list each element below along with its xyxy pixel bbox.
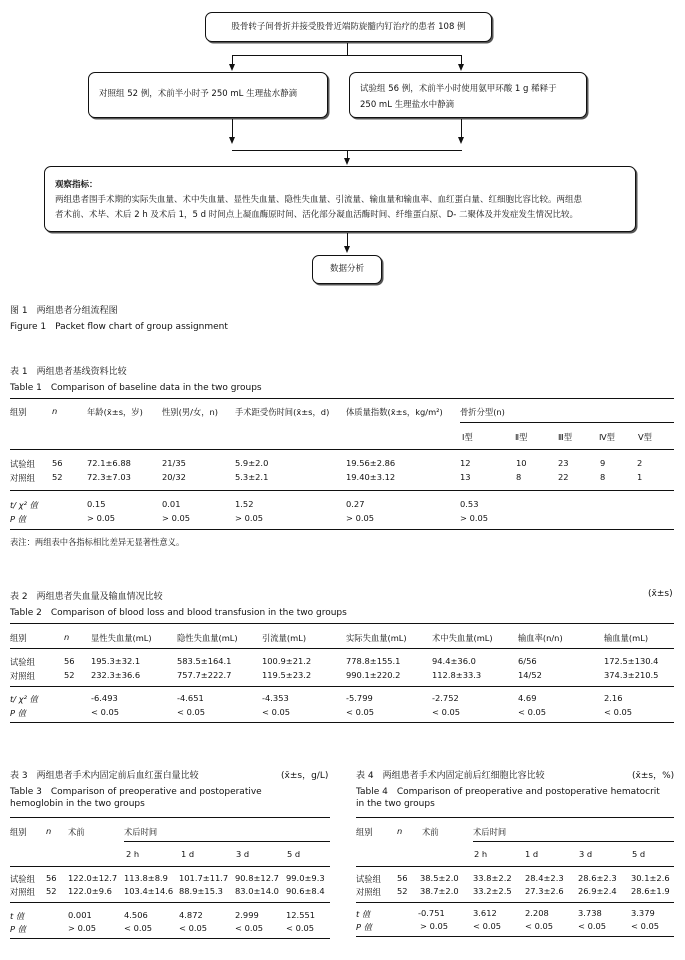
table4-sub-2h: 2 h xyxy=(474,849,488,859)
table2-r2-group: 对照组 xyxy=(10,671,35,681)
table4-bottom-rule xyxy=(356,936,674,937)
table1-header-fracture: 骨折分型(n) xyxy=(460,407,505,417)
flow-test-text-2: 250 mL 生理盐水中静滴 xyxy=(360,100,455,110)
table1-p-fracture: > 0.05 xyxy=(460,513,489,523)
table2-p-c5: < 0.05 xyxy=(432,707,461,717)
table2-stat-c2: -4.651 xyxy=(177,693,204,703)
table4-p-c5: < 0.05 xyxy=(631,921,660,931)
table2-header-rule xyxy=(10,648,674,649)
table1-r1-age: 72.1±6.88 xyxy=(87,458,131,468)
table2-r2-n: 52 xyxy=(64,670,75,680)
table1-stat-label: t/ χ² 值 xyxy=(10,500,38,510)
table3-sub-3d: 3 d xyxy=(236,849,250,859)
table3-sub-5d: 5 d xyxy=(287,849,301,859)
table3-caption-en-1: Table 3 Comparison of preoperative and postoperative xyxy=(10,787,262,797)
flow-top-box xyxy=(205,12,492,42)
table2-stat-c7: 2.16 xyxy=(604,693,623,703)
table4-sub-3d: 3 d xyxy=(579,849,593,859)
table2-r2-c1: 232.3±36.6 xyxy=(91,670,141,680)
table1-r1-t4: 9 xyxy=(600,458,606,468)
table2-unit: (x̄±s) xyxy=(648,589,673,599)
table1-r2-t4: 8 xyxy=(600,472,606,482)
table2-stat-c3: -4.353 xyxy=(262,693,289,703)
table3-sub-1d: 1 d xyxy=(181,849,195,859)
table3-r1-n: 56 xyxy=(46,873,57,883)
table3-stat-c5: 12.551 xyxy=(286,910,316,920)
table1-r2-t5: 1 xyxy=(637,472,643,482)
table1-sub-type2: Ⅱ型 xyxy=(515,432,528,442)
table3-header-rule xyxy=(10,866,330,867)
table1-header-age: 年龄(x̄±s，岁) xyxy=(87,407,143,417)
table3-header-n: n xyxy=(46,826,52,836)
table2-header-drain: 引流量(mL) xyxy=(262,633,307,643)
table4-caption-cn: 表 4 两组患者手术内固定前后红细胞比容比较 xyxy=(356,771,545,781)
flow-control-text: 对照组 52 例，术前半小时予 250 mL 生理盐水静滴 xyxy=(99,89,298,99)
table1-r1-t2: 10 xyxy=(516,458,527,468)
table3-p-label: P 值 xyxy=(10,924,26,934)
table3-r2-group: 对照组 xyxy=(10,887,35,897)
arrow-head xyxy=(458,64,464,71)
table1-r1-sex: 21/35 xyxy=(162,458,186,468)
table4-r2-n: 52 xyxy=(397,886,408,896)
table1-stat-sex: 0.01 xyxy=(162,499,181,509)
table3-sub-2h: 2 h xyxy=(126,849,140,859)
table3-r1-c4: 90.8±12.7 xyxy=(235,873,279,883)
table4-stat-rule xyxy=(356,902,674,903)
table4-r2-group: 对照组 xyxy=(356,887,381,897)
table2-header-group: 组别 xyxy=(10,633,27,643)
table1-r1-n: 56 xyxy=(52,458,63,468)
table3-r1-c2: 113.8±8.9 xyxy=(124,873,168,883)
table1-header-n: n xyxy=(52,406,58,416)
table4-stat-c3: 2.208 xyxy=(525,908,549,918)
table2-p-c3: < 0.05 xyxy=(262,707,291,717)
table1-header-group: 组别 xyxy=(10,407,27,417)
table4-r1-c3: 28.4±2.3 xyxy=(525,873,564,883)
flow-connector xyxy=(232,55,462,56)
table3-caption-cn: 表 3 两组患者手术内固定前后血红蛋白量比较 xyxy=(10,771,199,781)
table1-p-sex: > 0.05 xyxy=(162,513,191,523)
table2-caption-en: Table 2 Comparison of blood loss and blood transfusion in the two groups xyxy=(10,608,347,618)
table3-stat-rule xyxy=(10,902,330,903)
table1-top-rule xyxy=(10,398,674,399)
table4-stat-c5: 3.379 xyxy=(631,908,655,918)
table3-stat-c4: 2.999 xyxy=(235,910,259,920)
table3-p-c5: < 0.05 xyxy=(286,923,315,933)
table3-caption-en-2: hemoglobin in the two groups xyxy=(10,799,145,809)
table2-header-n: n xyxy=(64,632,70,642)
table2-stat-c5: -2.752 xyxy=(432,693,459,703)
table1-r2-age: 72.3±7.03 xyxy=(87,472,131,482)
table2-r2-c6: 14/52 xyxy=(518,670,542,680)
table4-sub-5d: 5 d xyxy=(632,849,646,859)
table1-sub-type4: Ⅳ型 xyxy=(599,432,615,442)
table1-stat-rule xyxy=(10,490,674,491)
table1-sub-type3: Ⅲ型 xyxy=(558,432,573,442)
table1-r1-time: 5.9±2.0 xyxy=(235,458,269,468)
table1-stat-time: 1.52 xyxy=(235,499,254,509)
table4-header-postop: 术后时间 xyxy=(473,827,507,837)
table2-top-rule xyxy=(10,623,674,624)
table4-stat-c2: 3.612 xyxy=(473,908,497,918)
table3-p-c3: < 0.05 xyxy=(179,923,208,933)
table2-r2-c5: 112.8±33.3 xyxy=(432,670,482,680)
table2-header-actual: 实际失血量(mL) xyxy=(346,633,407,643)
table3-r2-n: 52 xyxy=(46,886,57,896)
table2-r1-c4: 778.8±155.1 xyxy=(346,656,401,666)
flow-observation-line-2: 者术前、术毕、术后 2 h 及术后 1，5 d 时间点上凝血酶原时间、活化部分凝血活酶时间、纤维蛋白原、D- 二聚体及并发症发生情况比较。 xyxy=(55,210,579,220)
table4-unit: (x̄±s，%) xyxy=(632,771,675,781)
flow-observation-line-1: 两组患者围手术期的实际失血量、术中失血量、显性失血量、隐性失血量、引流量、输血量和输血率、血红蛋白量、红细胞比容比较。两组患 xyxy=(55,195,583,205)
table1-p-label: P 值 xyxy=(10,514,26,524)
table1-r2-n: 52 xyxy=(52,472,63,482)
table1-bottom-rule xyxy=(10,529,674,530)
table4-r2-c2: 33.2±2.5 xyxy=(473,886,512,896)
table1-stat-fracture: 0.53 xyxy=(460,499,479,509)
table3-header-preop: 术前 xyxy=(68,827,85,837)
table3-stat-c3: 4.872 xyxy=(179,910,203,920)
table1-p-age: > 0.05 xyxy=(87,513,116,523)
table1-r2-t3: 22 xyxy=(558,472,569,482)
flow-observation-box xyxy=(44,166,636,232)
table3-sub-rule xyxy=(124,841,330,842)
table4-header-n: n xyxy=(397,826,403,836)
table1-r2-bmi: 19.40±3.12 xyxy=(346,472,396,482)
table2-r2-c3: 119.5±23.2 xyxy=(262,670,312,680)
table3-r1-c5: 99.0±9.3 xyxy=(286,873,325,883)
table1-caption-cn: 表 1 两组患者基线资料比较 xyxy=(10,367,127,377)
figure1-caption-cn: 图 1 两组患者分组流程图 xyxy=(10,306,118,316)
table4-r2-c4: 26.9±2.4 xyxy=(578,886,617,896)
table4-header-preop: 术前 xyxy=(422,827,439,837)
table1-p-time: > 0.05 xyxy=(235,513,264,523)
arrow-head xyxy=(229,64,235,71)
flow-observation-title: 观察指标： xyxy=(55,180,98,190)
flow-control-box xyxy=(88,72,328,118)
table4-caption-en-2: in the two groups xyxy=(356,799,435,809)
table3-r1-c1: 122.0±12.7 xyxy=(68,873,118,883)
table1-header-sex: 性别(男/女，n) xyxy=(162,407,219,417)
flow-connector xyxy=(347,43,348,55)
table4-r1-c4: 28.6±2.3 xyxy=(578,873,617,883)
arrow-head xyxy=(344,158,350,165)
table1-stat-bmi: 0.27 xyxy=(346,499,365,509)
flow-connector xyxy=(461,119,462,138)
table2-bottom-rule xyxy=(10,722,674,723)
table1-r2-t1: 13 xyxy=(460,472,471,482)
table3-stat-label: t 值 xyxy=(10,911,25,921)
table1-r1-t5: 2 xyxy=(637,458,643,468)
table1-sub-type1: Ⅰ型 xyxy=(462,432,473,442)
table1-sub-rule xyxy=(460,422,674,423)
table4-stat-c1: -0.751 xyxy=(418,908,445,918)
table1-p-bmi: > 0.05 xyxy=(346,513,375,523)
table2-r1-group: 试验组 xyxy=(10,657,35,667)
table2-r2-c7: 374.3±210.5 xyxy=(604,670,659,680)
table2-p-c7: < 0.05 xyxy=(604,707,633,717)
table1-r2-t2: 8 xyxy=(516,472,522,482)
flow-analysis-box xyxy=(312,255,382,284)
table2-caption-cn: 表 2 两组患者失血量及输血情况比较 xyxy=(10,592,163,602)
table2-p-c1: < 0.05 xyxy=(91,707,120,717)
table1-caption-en: Table 1 Comparison of baseline data in the two groups xyxy=(10,383,262,393)
figure1-caption-en: Figure 1 Packet flow chart of group assignment xyxy=(10,322,228,332)
table3-r1-group: 试验组 xyxy=(10,874,35,884)
table2-stat-c1: -6.493 xyxy=(91,693,118,703)
table2-header-visible: 显性失血量(mL) xyxy=(91,633,152,643)
table4-p-c3: < 0.05 xyxy=(525,921,554,931)
table4-r1-c2: 33.8±2.2 xyxy=(473,873,512,883)
table2-r1-c1: 195.3±32.1 xyxy=(91,656,141,666)
table1-r1-t1: 12 xyxy=(460,458,471,468)
table2-stat-rule xyxy=(10,686,674,687)
flow-test-box xyxy=(349,72,587,118)
table1-r2-time: 5.3±2.1 xyxy=(235,472,269,482)
table4-r1-c5: 30.1±2.6 xyxy=(631,873,670,883)
table2-stat-c4: -5.799 xyxy=(346,693,373,703)
table2-stat-c6: 4.69 xyxy=(518,693,537,703)
table4-p-c4: < 0.05 xyxy=(578,921,607,931)
table4-r2-c1: 38.7±2.0 xyxy=(420,886,459,896)
table3-r2-c1: 122.0±9.6 xyxy=(68,886,112,896)
table4-r1-group: 试验组 xyxy=(356,874,381,884)
table4-r1-n: 56 xyxy=(397,873,408,883)
table2-header-volume: 输血量(mL) xyxy=(604,633,649,643)
table4-caption-en-1: Table 4 Comparison of preoperative and postoperative hematocrit xyxy=(356,787,660,797)
table1-stat-age: 0.15 xyxy=(87,499,106,509)
table2-stat-label: t/ χ² 值 xyxy=(10,694,38,704)
table2-p-c2: < 0.05 xyxy=(177,707,206,717)
table2-r2-c2: 757.7±222.7 xyxy=(177,670,232,680)
table1-sub-type5: Ⅴ型 xyxy=(638,432,652,442)
table2-r1-c6: 6/56 xyxy=(518,656,537,666)
table4-p-label: P 值 xyxy=(356,922,372,932)
table4-stat-c4: 3.738 xyxy=(578,908,602,918)
table4-p-c1: > 0.05 xyxy=(420,921,449,931)
table3-r2-c5: 90.6±8.4 xyxy=(286,886,325,896)
table3-r1-c3: 101.7±11.7 xyxy=(179,873,229,883)
arrow-head xyxy=(458,137,464,144)
table2-p-label: P 值 xyxy=(10,708,26,718)
table3-unit: (x̄±s，g/L) xyxy=(281,771,329,781)
table2-r1-c2: 583.5±164.1 xyxy=(177,656,232,666)
flow-analysis-text: 数据分析 xyxy=(329,264,364,274)
table4-sub-rule xyxy=(473,841,674,842)
table2-r1-c7: 172.5±130.4 xyxy=(604,656,659,666)
arrow-head xyxy=(229,137,235,144)
table3-r2-c2: 103.4±14.6 xyxy=(124,886,174,896)
table4-sub-1d: 1 d xyxy=(525,849,539,859)
table3-header-group: 组别 xyxy=(10,827,27,837)
flow-top-text: 股骨转子间骨折并接受股骨近端防旋髓内钉治疗的患者 108 例 xyxy=(231,22,466,32)
table2-r2-c4: 990.1±220.2 xyxy=(346,670,401,680)
table4-header-group: 组别 xyxy=(356,827,373,837)
table1-r1-t3: 23 xyxy=(558,458,569,468)
table1-header-time: 手术距受伤时间(x̄±s，d) xyxy=(235,407,330,417)
table3-p-c2: < 0.05 xyxy=(124,923,153,933)
table4-p-c2: < 0.05 xyxy=(473,921,502,931)
table1-r2-group: 对照组 xyxy=(10,473,35,483)
arrow-head xyxy=(344,246,350,253)
table3-p-c1: > 0.05 xyxy=(68,923,97,933)
table2-p-c4: < 0.05 xyxy=(346,707,375,717)
table3-r2-c4: 83.0±14.0 xyxy=(235,886,279,896)
table3-bottom-rule xyxy=(10,938,330,939)
table4-header-rule xyxy=(356,866,674,867)
table1-header-bmi: 体质量指数(x̄±s，kg/m²) xyxy=(346,407,443,417)
table4-r1-c1: 38.5±2.0 xyxy=(420,873,459,883)
flow-test-text-1: 试验组 56 例，术前半小时使用氨甲环酸 1 g 稀释于 xyxy=(360,84,557,94)
table2-p-c6: < 0.05 xyxy=(518,707,547,717)
table2-r1-c5: 94.4±36.0 xyxy=(432,656,476,666)
table4-stat-label: t 值 xyxy=(356,909,371,919)
table3-p-c4: < 0.05 xyxy=(235,923,264,933)
table3-top-rule xyxy=(10,817,330,818)
table3-stat-c1: 0.001 xyxy=(68,910,92,920)
table3-r2-c3: 88.9±15.3 xyxy=(179,886,223,896)
table1-r2-sex: 20/32 xyxy=(162,472,186,482)
table4-top-rule xyxy=(356,817,674,818)
table1-r1-bmi: 19.56±2.86 xyxy=(346,458,396,468)
table1-header-rule xyxy=(10,449,674,450)
table4-r2-c5: 28.6±1.9 xyxy=(631,886,670,896)
table2-r1-n: 56 xyxy=(64,656,75,666)
table2-header-intraop: 术中失血量(mL) xyxy=(432,633,493,643)
flow-connector xyxy=(232,119,233,138)
table2-header-rate: 输血率(n/n) xyxy=(518,633,563,643)
table1-r1-group: 试验组 xyxy=(10,459,35,469)
table2-r1-c3: 100.9±21.2 xyxy=(262,656,312,666)
flow-connector xyxy=(347,233,348,247)
table1-note: 表注：两组表中各指标相比差异无显著性意义。 xyxy=(10,537,185,547)
table3-header-postop: 术后时间 xyxy=(124,827,158,837)
table2-header-hidden: 隐性失血量(mL) xyxy=(177,633,238,643)
table4-r2-c3: 27.3±2.6 xyxy=(525,886,564,896)
table3-stat-c2: 4.506 xyxy=(124,910,148,920)
